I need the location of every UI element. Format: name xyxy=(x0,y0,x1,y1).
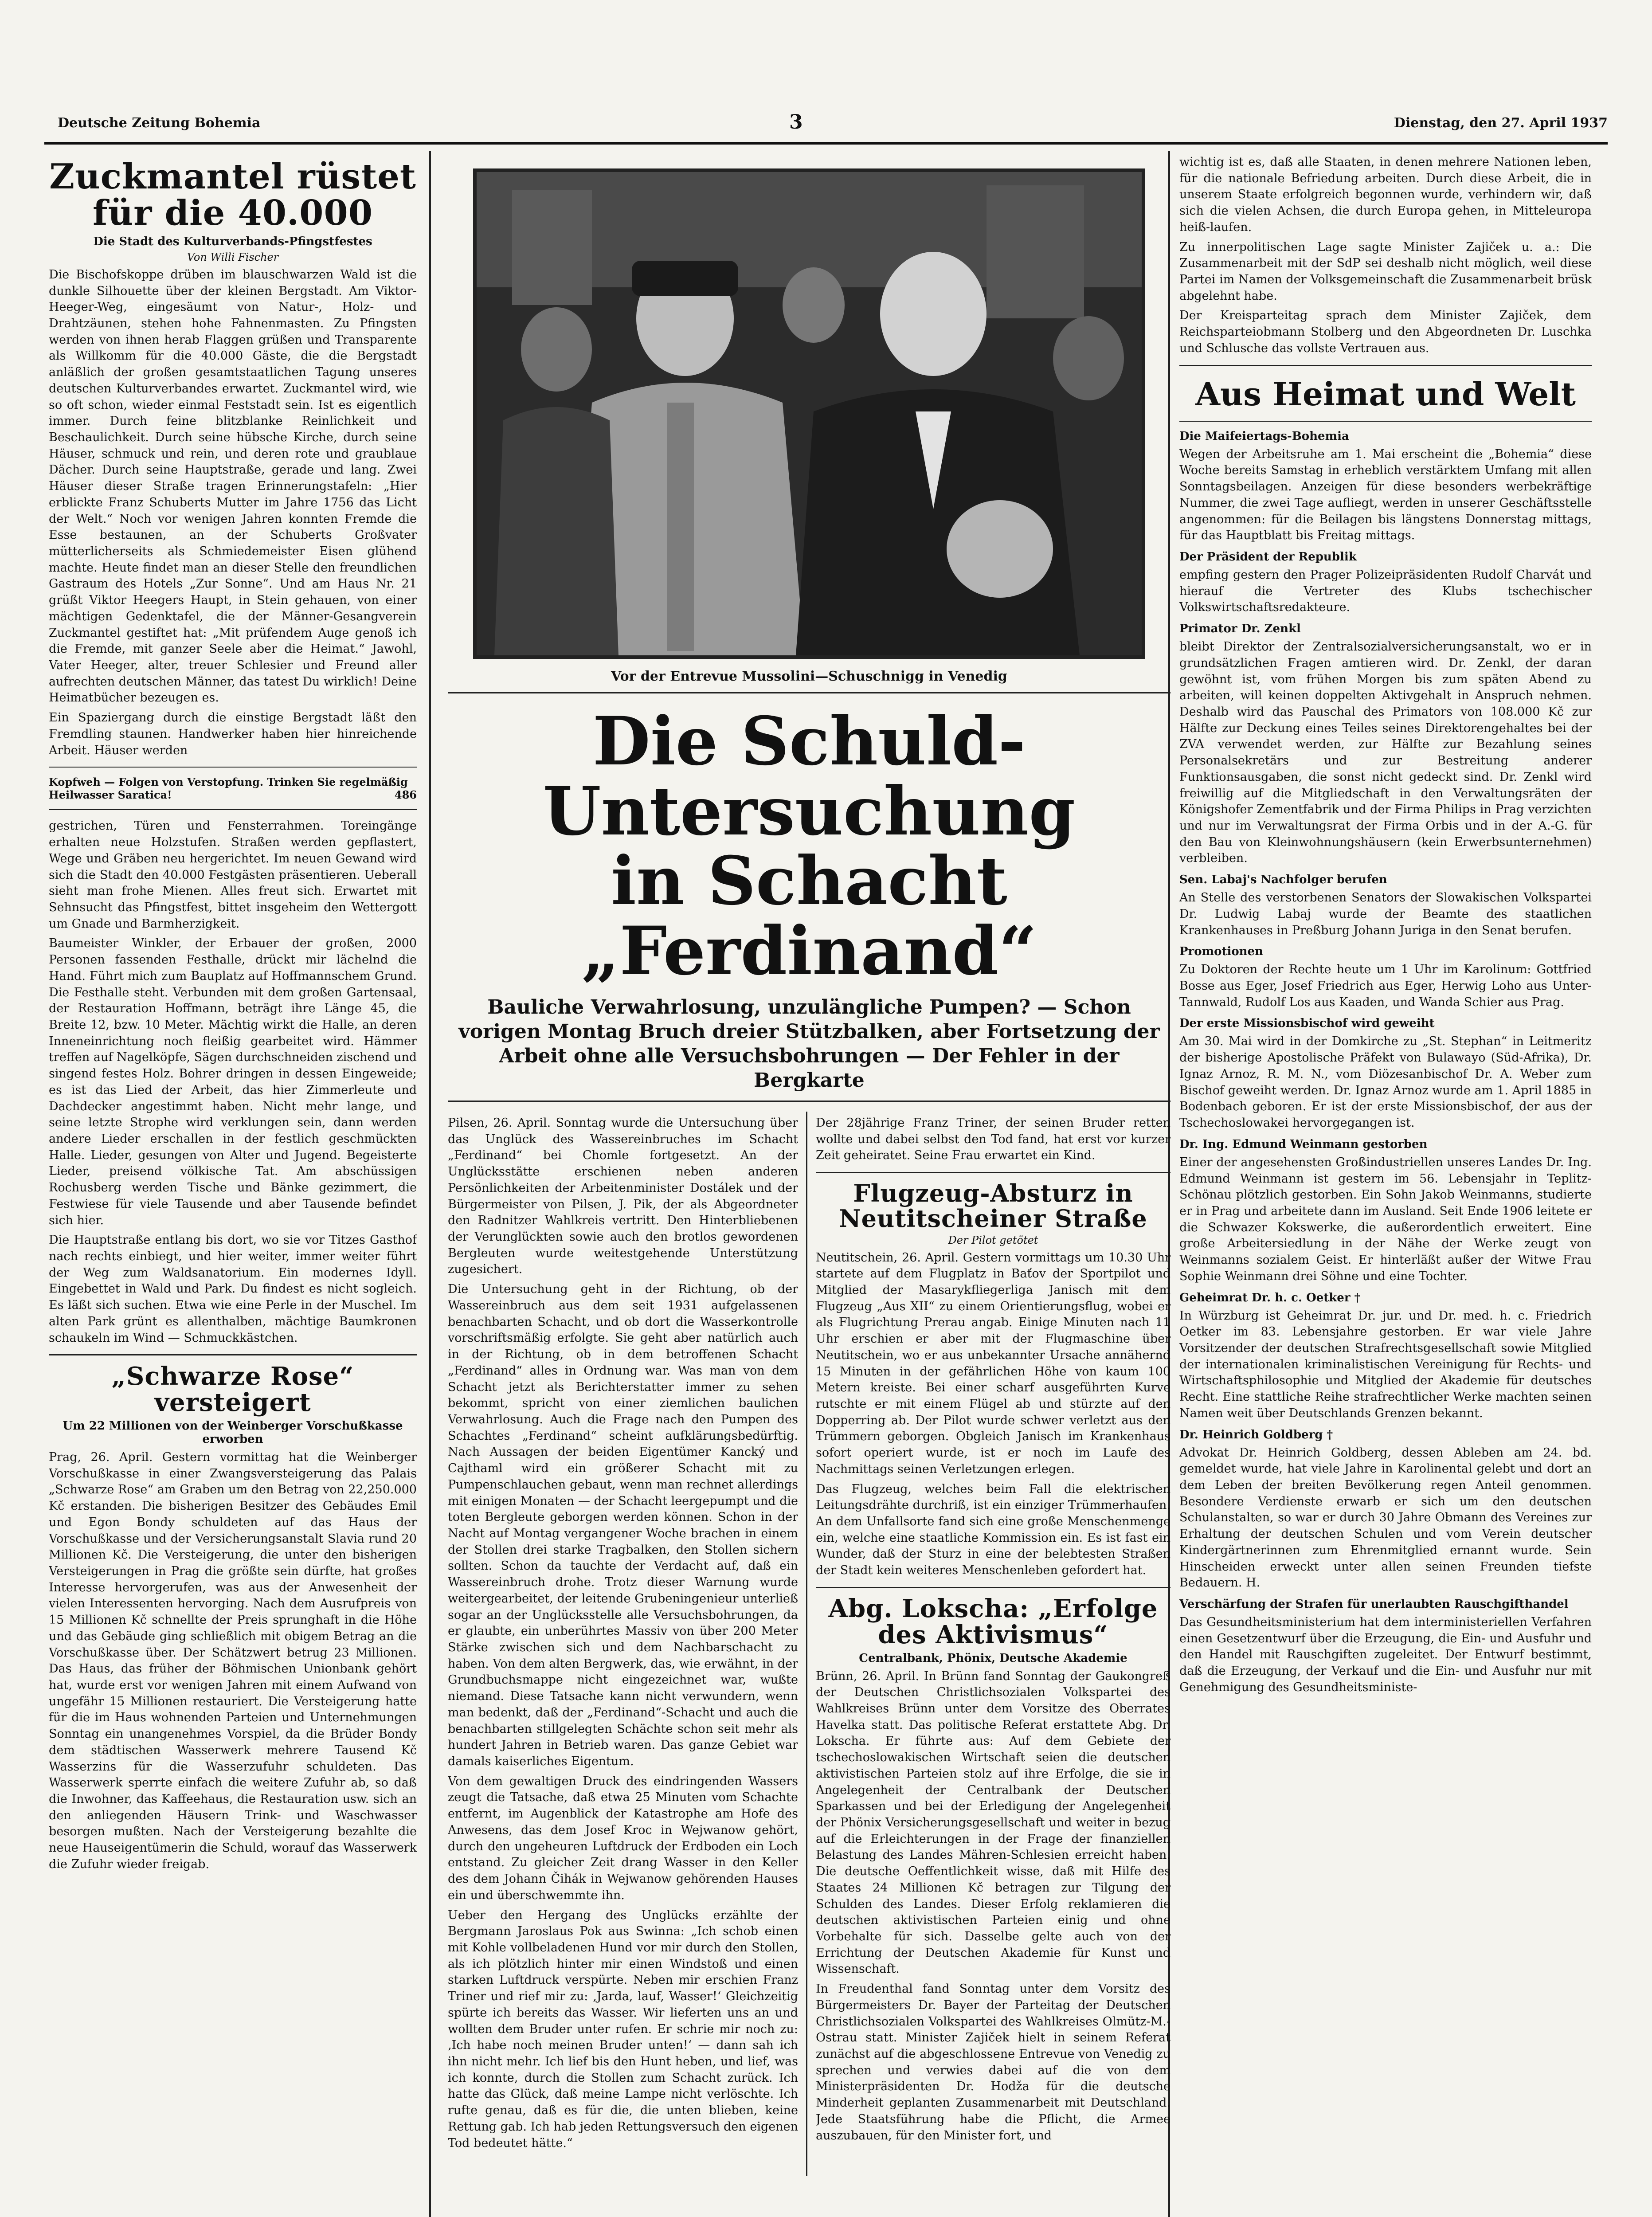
main-headline-line1: Die Schuld-Untersuchung xyxy=(543,702,1076,850)
divider xyxy=(448,1101,1170,1102)
left-column xyxy=(49,151,417,2217)
article-title-flugzeug: Flugzeug-Absturz in Neutitscheiner Straße xyxy=(839,1179,1147,1233)
section-heading: Aus Heimat und Welt xyxy=(1195,375,1576,413)
news-item-heading: Geheimrat Dr. h. c. Oetker † xyxy=(1179,1291,1361,1304)
photo-illustration xyxy=(477,172,1142,655)
main-deck: Bauliche Verwahrlosung, unzulängliche Pumpen? — Schon vorigen Montag Bruch dreier Stützbalken, aber Fortsetzung der Arbeit ohne alle Versuchsbohrungen — Der Fehler in der Bergkarte xyxy=(458,996,1160,1092)
article-paragraph: Das Flugzeug, welches beim Fall die elektrischen Leitungsdrähte durchriß, ist ein einziger Trümmerhaufen. An dem Unfallsorte fand sich eine große Menschenmenge ein, welche eine staatliche Kommission ein. Es ist fast ein Wunder, daß der Sturz in eine der belebtesten Straßen der Stadt kein weiteres Menschenleben gefordert hat. xyxy=(816,1482,1170,1578)
divider xyxy=(448,692,1170,693)
article-title-lokscha: Abg. Lokscha: „Erfolge des Aktivismus“ xyxy=(828,1594,1158,1649)
article-paragraph: Neutitschein, 26. April. Gestern vormittags um 10.30 Uhr startete auf dem Flugplatz in Baťov der Sportpilot und Mitglied der Masarykfliegerliga Janisch mit dem Flugzeug „Aus XII“ zu einem Orientierungsflug, wobei er als Flugrichtung Prerau angab. Einige Minuten nach 11 Uhr erschien er aber mit der Flugmaschine über Neutitschein, wo er aus unbekannter Ursache annähernd 15 Minuten in der gefährlichen Höhe von kaum 100 Metern kreiste. Bei einer scharf ausgeführten Kurve rutschte er mit einem Flügel ab und stürzte auf den Dopperring ab. Der Pilot wurde schwer verletzt aus den Trümmern geborgen. Obgleich Janisch im Krankenhaus sofort operiert wurde, ist er noch im Laufe des Nachmittags seinen Verletzungen erlegen. xyxy=(816,1250,1170,1476)
divider xyxy=(1179,365,1592,366)
news-item-heading: Promotionen xyxy=(1179,945,1264,959)
news-item-heading: Primator Dr. Zenkl xyxy=(1179,622,1301,636)
middle-subcolumn-a xyxy=(448,1112,798,2176)
middle-subcolumns xyxy=(448,1112,1170,2176)
divider xyxy=(1179,421,1592,422)
article-paragraph: Der 28jährige Franz Triner, der seinen Bruder retten wollte und dabei selbst den Tod fand, hat erst vor kurzer Zeit geheiratet. Seine Frau erwartet ein Kind. xyxy=(816,1116,1170,1163)
news-item-heading: Dr. Heinrich Goldberg † xyxy=(1179,1428,1333,1441)
ad-number: 486 xyxy=(394,788,417,802)
ad-text: Kopfweh — Folgen von Verstopfung. Trinken Sie regelmäßig Heilwasser Saratica! xyxy=(49,776,408,802)
article-paragraph: Zu innerpolitischen Lage sagte Minister Zajiček u. a.: Die Zusammenarbeit mit der SdP sei deshalb nicht möglich, weil diese Partei im Namen der Volksgemeinschaft die Zusammenarbeit brüsk abgelehnt habe. xyxy=(1179,240,1592,303)
article-paragraph: Die Hauptstraße entlang bis dort, wo sie vor Titzes Gasthof nach rechts einbiegt, und hier weiter, immer weiter führt der Weg zum Waldsanatorium. Ein modernes Idyll. Eingebettet in Wald und Park. Du findest es nicht sogleich. Es läßt sich suchen. Etwa wie eine Perle in der Muschel. Im alten Park grünt es allenthalben, mächtige Baumkronen schaukeln im Wind — Schmuckkästchen. xyxy=(49,1233,417,1345)
middle-column xyxy=(448,151,1170,2217)
right-column xyxy=(1179,151,1592,2217)
article-paragraph: Prag, 26. April. Gestern vormittag hat die Weinberger Vorschußkasse in einer Zwangsversteigerung das Palais „Schwarze Rose“ am Graben um den Betrag von 22,250.000 Kč erstanden. Die bisherigen Besitzer des Gebäudes Emil und Egon Bondy schuldeten auf das Haus der Vorschußkasse und der Versicherungsanstalt Slavia rund 20 Millionen Kč. Die Versteigerung, die unter den bisherigen Versteigerungen in Prag die größte sein dürfte, hat großes Interesse hervorgerufen, was aus der Anwesenheit der vielen Interessenten hervorging. Nach dem Ausrufpreis von 15 Millionen Kč schnellte der Preis sprunghaft in die Höhe und das Gebäude ging schließlich mit obigem Betrag an die Vorschußkasse über. Der Schätzwert betrug 23 Millionen. Das Haus, das früher der Böhmischen Unionbank gehört hat, wurde erst vor wenigen Jahren mit einem Aufwand von ungefähr 15 Millionen restauriert. Die Versteigerung hatte für die im Haus wohnenden Parteien und Unternehmungen Sonntag ein unangenehmes Vorspiel, da die Brüder Bondy dem städtischen Wasserwerk mehrere Tausend Kč Wasserzins für die Wasserzufuhr schuldeten. Das Wasserwerk sperrte einfach die weitere Zufuhr ab, so daß die Inwohner, das Kaffeehaus, die Restauration usw. sich an den anliegenden Häusern Trink- und Waschwasser besorgen mußten. Nach der Versteigerung bezahlte die neue Hauseigentümerin die Schuld, worauf das Wasserwerk die Zufuhr wieder freigab. xyxy=(49,1450,417,1871)
article-paragraph: Die Bischofskoppe drüben im blauschwarzen Wald ist die dunkle Silhouette über der kleinen Bergstadt. Am Viktor-Heeger-Weg, eingesäumt von Natur-, Holz- und Drahtzäunen, stehen hohe Fahnenmasten. Zu Pfingsten werden von ihnen herab Flaggen grüßen und Transparente als Willkomm für die 40.000 Gäste, die die Bergstadt anläßlich der großen gesamtstaatlichen Tagung unseres deutschen Kulturverbandes erwartet. Zuckmantel wird, wie so oft schon, wieder einmal Feststadt sein. Ist es eigentlich immer. Durch feine blitzblanke Reinlichkeit und Beschaulichkeit. Durch seine hübsche Kirche, durch seine Häuser, schmuck und rein, und deren rote und graublaue Dächer. Durch seine Hauptstraße, gerade und lang. Zwei Häuser dieser Straße tragen Erinnerungstafeln: „Hier erblickte Franz Schuberts Mutter im Jahre 1756 das Licht der Welt.“ Noch vor wenigen Jahren konnten Fremde die Esse bestaunen, an der Schuberts Großvater mütterlicherseits als Schmiedemeister Eisen glühend machte. Heute findet man an dieser Stelle den freundlichen Gastraum des Hotels „Zur Sonne“. Und am Haus Nr. 21 grüßt Viktor Heegers Haupt, in Stein gehauen, von einer mächtigen Gedenktafel, die der Männer-Gesangverein Zuckmantel gestiftet hat: „Mit prüfendem Auge genoß ich die Fremde, mit ganzer Seele aber die Heimat.“ Jawohl, Vater Heeger, alter, treuer Schlesier und Freund aller aufrechten deutschen Männer, das tatest Du wirklich! Deine Heimatbücher bezeugen es. xyxy=(49,267,417,705)
article-title-zuckmantel: Zuckmantel rüstet für die 40.000 xyxy=(49,157,416,233)
article-subtitle: Die Stadt des Kulturverbands-Pfingstfestes xyxy=(93,235,372,248)
masthead-title: Deutsche Zeitung Bohemia xyxy=(58,115,261,131)
divider xyxy=(816,1587,1170,1588)
divider xyxy=(49,1354,417,1355)
news-item-heading: Der erste Missionsbischof wird geweiht xyxy=(1179,1017,1435,1030)
news-item-text: Am 30. Mai wird in der Domkirche zu „St. Stephan“ in Leitmeritz der bisherige Apostolische Präfekt von Bulawayo (Süd-Afrika), Dr. Ignaz Arnoz, R. M. N., vom Diözesanbischof Dr. A. Weber zum Bischof geweiht werden. Dr. Ignaz Arnoz wurde am 1. April 1885 in Bodenbach geboren. Er ist der erste Missionsbischof, der aus der Tschechoslowakei hervorgegangen ist. xyxy=(1179,1034,1592,1130)
column-rule-1 xyxy=(429,151,431,2217)
article-paragraph: Baumeister Winkler, der Erbauer der großen, 2000 Personen fassenden Festhalle, drückt mir lächelnd die Hand. Führt mich zum Bauplatz auf Hoffmannschem Grund. Die Festhalle steht. Verbunden mit dem großen Gartensaal, der Restauration Hoffmann, beträgt ihre Länge 45, die Breite 12, bzw. 10 Meter. Mächtig wirkt die Halle, an deren Inneneinrichtung noch fleißig gearbeitet wird. Hämmer treffen auf Nagelköpfe, Sägen durchschneiden zischend und singend festes Holz. Bohrer dringen in dessen Eingeweide; es ist das Lied der Arbeit, das hier Zimmerleute und Dachdecker angestimmt haben. Nicht mehr lange, und seine letzte Strophe wird verklungen sein, dann werden andere Lieder erschallen in der festlich geschmückten Halle. Lieder, gesungen von Alter und Jugend. Begeisterte Lieder, preisend völkische Tat. Am abschüssigen Rochusberg werden Tische und Bänke gezimmert, die Festwiese für viele Tausende und aber Tausende befindet sich hier. xyxy=(49,936,417,1227)
masthead-date: Dienstag, den 27. April 1937 xyxy=(1394,115,1608,131)
article-paragraph: Von dem gewaltigen Druck des eindringenden Wassers zeugt die Tatsache, daß etwa 25 Minuten vom Schachte entfernt, im Augenblick der Katastrophe am Hofe des Anwesens, das dem Josef Kroc in Wejwanow gehört, durch den ungeheuren Luftdruck der Erdboden ein Loch entstand. Zu gleicher Zeit drang Wasser in den Keller des dem Johann Čihák in Wejwanow gehörenden Hauses ein und überschwemmte ihn. xyxy=(448,1774,798,1902)
masthead xyxy=(27,111,1625,142)
article-paragraph: Die Untersuchung geht in der Richtung, ob der Wassereinbruch aus dem seit 1931 aufgelassenen benachbarten Schacht, und ob dort die Wasserkontrolle vorschriftsmäßig erfolgte. Sie geht aber natürlich auch in der Richtung, ob in dem betroffenen Schacht „Ferdinand“ alles in Ordnung war. Was man von dem Schacht jetzt als Berichterstatter immer zu sehen bekommt, spricht von einer ziemlichen baulichen Verwahrlosung. Auch die Frage nach den Pumpen des Schachtes „Ferdinand“ scheint aufklärungsbedürftig. Nach Aussagen der beiden Eigentümer Kancký und Cajthaml wird ein größerer Schacht mit zu Pumpenschlauchen gebaut, wenn man rechnet allerdings mit einigen Monaten — der Schacht leergepumpt und die toten Bergleute geborgen werden können. Schon in der Nacht auf Montag vergangener Woche brachen in einem der Stollen drei starke Tragbalken, den Stollen sichern sollten. Schon da tauchte der Verdacht auf, daß ein Wassereinbruch drohe. Trotz dieser Warnung wurde weitergearbeitet, der leitende Grubeningenieur unterließ sogar an der Unglücksstelle alle Versuchsbohrungen, da er glaubte, ein unberührtes Massiv von über 200 Meter Stärke zwischen sich und dem Nachbarschacht zu haben. Von dem alten Bergwerk, das, wie erwähnt, in der Grundbuchsmappe nicht eingezeichnet war, wußte niemand. Diese Tatsache kann nicht verwundern, wenn man bedenkt, daß der „Ferdinand“-Schacht und auch die benachbarten stillgelegten Schächte schon seit mehr als hundert Jahren in Betrieb waren. Das ganze Gebiet war damals kaiserliches Eigentum. xyxy=(448,1282,798,1769)
subcolumn-rule xyxy=(806,1112,807,2176)
middle-subcolumn-b xyxy=(816,1112,1170,2176)
article-paragraph: gestrichen, Türen und Fensterrahmen. Toreingänge erhalten neue Holzstufen. Straßen werden gepflastert, Wege und Gräben neu hergerichtet. Im neuen Gewand wird sich die Stadt den 40.000 Festgästen präsentieren. Ueberall sieht man frohe Mienen. Alles freut sich. Erwartet mit Sehnsucht das Pfingstfest, bittet insgeheim den Wettergott um Gnade und Barmherzigkeit. xyxy=(49,819,417,931)
article-subtitle: Centralbank, Phönix, Deutsche Akademie xyxy=(859,1651,1127,1665)
news-item-heading: Sen. Labaj's Nachfolger berufen xyxy=(1179,873,1387,887)
news-item-text: bleibt Direktor der Zentralsozialversicherungsanstalt, wo er in grundsätzlichen Fragen amtieren wird. Dr. Zenkl, der daran gewöhnt ist, vom frühen Morgen bis zum späten Abend zu arbeiten, will keinen doppelten Aktivgehalt in Anspruch nehmen. Deshalb wird das Pauschal des Primators von 108.000 Kč zur Hälfte zur Deckung eines Teiles seines Direktorengehaltes bei der ZVA verwendet werden, zur Hälfte zur Bezahlung seines Personalsekretärs und zur Bestreitung anderer Funktionsausgaben, die sonst nicht gedeckt sind. Dr. Zenkl wird freiwillig auf die Mitgliedschaft in den Verwaltungsräten der Königshofer Zementfabrik und der Firma Philips in Prag verzichten und nur im Verwaltungsrat der Firma Orbis und in der A.-G. für den Bau von Kleinwohnungshäusern (kein Erwerbsunternehmen) verbleiben. xyxy=(1179,640,1592,866)
news-item-text: Advokat Dr. Heinrich Goldberg, dessen Ableben am 24. bd. gemeldet wurde, hat viele Jahre in Karolinental gelebt und dort an dem Leben der breiten Bevölkerung regen Anteil genommen. Besondere Verdienste erwarb er sich um den deutschen Schulanstalten, so war er durch 30 Jahre Obmann des Vereines zur Erhaltung der deutschen Schulen und vom Verein deutscher Kindergärtnerinnen zum Ehrenmitglied ernannt wurde. Sein Hinscheiden erweckt unter allen seinen Freunden tiefste Bedauern. H. xyxy=(1179,1445,1592,1590)
news-item-text: Wegen der Arbeitsruhe am 1. Mai erscheint die „Bohemia“ diese Woche bereits Samstag in erheblich verstärktem Umfang mit allen Sonntagsbeilagen. Anzeigen für diese besonders werbekräftige Nummer, die zwei Tage aufliegt, werden in unserer Geschäftsstelle angenommen: für die Beilagen bis längstens Donnerstag mittags, für das Hauptblatt bis Freitag mittags. xyxy=(1179,447,1592,543)
photo-caption: Vor der Entrevue Mussolini—Schuschnigg in Venedig xyxy=(611,669,1007,684)
news-item-text: Das Gesundheitsministerium hat dem interministeriellen Verfahren einen Gesetzentwurf über die Erzeugung, die Ein- und Ausfuhr und den Handel mit Rauschgiften zugeleitet. Der Entwurf bestimmt, daß die Erzeugung, der Verkauf und die Ein- und Ausfuhr nur mit Genehmigung des Gesundheitsministe- xyxy=(1179,1615,1592,1694)
news-item-text: Einer der angesehensten Großindustriellen unseres Landes Dr. Ing. Edmund Weinmann ist gestern im 56. Lebensjahr in Teplitz-Schönau plötzlich gestorben. Ein Sohn Jakob Weinmanns, studierte er in Prag und arbeitete dann im Ausland. Seit Ende 1906 leitete er die Schwazer Kokswerke, die außerordentlich erweitert. Eine große Arbeitersiedlung in der Nähe der Werke zeugt von Weinmanns sozialem Geist. Er hinterläßt außer der Witwe Frau Sophie Weinmann drei Söhne und eine Tochter. xyxy=(1179,1155,1592,1283)
news-photo xyxy=(473,168,1145,659)
news-item-text: empfing gestern den Prager Polizeipräsidenten Rudolf Charvát und hierauf die Vertreter des Klubs tschechischer Volkswirtschaftsredakteure. xyxy=(1179,568,1592,615)
article-paragraph: Brünn, 26. April. In Brünn fand Sonntag der Gaukongreß der Deutschen Christlichsozialen Volkspartei des Wahlkreises Brünn unter dem Vorsitze des Oberrates Havelka statt. Das politische Referat erstattete Abg. Dr. Lokscha. Er führte aus: Auf dem Gebiete der tschechoslowakischen Wirtschaft seien die deutschen aktivistischen Parteien stolz auf ihre Erfolge, die sie in Angelegenheit der Centralbank der Deutschen Sparkassen und bei der Erledigung der Angelegenheit der Phönix Versicherungsgesellschaft und weiter in bezug auf die Erleichterungen in der Frage der finanziellen Belastung des Landes Mähren-Schlesien erreicht haben. Die deutsche Oeffentlichkeit wisse, daß mit Hilfe des Staates 24 Millionen Kč betragen zur Tilgung der Schulden des Landes. Dieser Erfolg reklamieren die deutschen aktivistischen Parteien einig und ohne Vorbehalte für sich. Dasselbe gelte auch von der Errichtung der Deutschen Akademie für Kunst und Wissenschaft. xyxy=(816,1669,1170,1976)
news-items xyxy=(1179,430,1592,1696)
article-subtitle: Um 22 Millionen von der Weinberger Vorschußkasse erworben xyxy=(63,1419,403,1446)
article-subtitle: Der Pilot getötet xyxy=(948,1234,1038,1246)
news-item-heading: Dr. Ing. Edmund Weinmann gestorben xyxy=(1179,1137,1428,1151)
news-item-text: In Würzburg ist Geheimrat Dr. jur. und Dr. med. h. c. Friedrich Oetker im 83. Lebensjahre gestorben. Er war viele Jahre Vorsitzender der deutschen Strafrechtsgesellschaft sowie Mitglied der internationalen kriminalistischen Vereinigung für Rechts- und Wirtschaftsphilosophie und Mitglied der Akademie für deutsches Recht. Eine stattliche Reihe strafrechtlicher Werke machten seinen Namen weit über Deutschlands Grenzen bekannt. xyxy=(1179,1308,1592,1420)
article-paragraph: Pilsen, 26. April. Sonntag wurde die Untersuchung über das Unglück des Wassereinbruches im Schacht „Ferdinand“ bei Chomle fortgesetzt. An der Unglücksstätte erschienen neben anderen Persönlichkeiten der Arbeitenminister Dostálek und der Bürgermeister von Pilsen, J. Pik, der als Abgeordneter den Radnitzer Wahlkreis vertritt. Den Hinterbliebenen der Verunglückten sowie auch den brotlos gewordenen Bergleuten wurde weitestgehende Unterstützung zugesichert. xyxy=(448,1116,798,1277)
main-headline-line2: in Schacht „Ferdinand“ xyxy=(581,842,1037,990)
advertisement xyxy=(49,776,417,801)
news-item-text: Zu Doktoren der Rechte heute um 1 Uhr im Karolinum: Gottfried Bosse aus Eger, Josef Friedrich aus Eger, Herwig Loho aus Unter-Tannwald, Rudolf Los aus Kaaden, und Wanda Schier aus Prag. xyxy=(1179,963,1592,1009)
article-paragraph: Der Kreisparteitag sprach dem Minister Zajiček, dem Reichsparteiobmann Stolberg und den Abgeordneten Dr. Luschka und Schlusche das vollste Vertrauen aus. xyxy=(1179,309,1592,355)
page-number: 3 xyxy=(789,111,803,133)
article-paragraph: Ueber den Hergang des Unglücks erzählte der Bergmann Jaroslaus Pok aus Swinna: „Ich schob einen mit Kohle vollbeladenen Hund vor mir durch den Stollen, als ich plötzlich hinter mir einen Windstoß und einen starken Luftdruck verspürte. Neben mir erschien Franz Triner und rief mir zu: ‚Jarda, lauf, Wasser!‘ Gleichzeitig spürte ich bereits das Wasser. Wir lieferten uns an und wollten dem Bruder unter rufen. Er schrie mir noch zu: ‚Ich habe noch meinen Bruder unten!‘ — dann sah ich ihn nicht mehr. Ich lief bis den Hunt heben, und lief, was ich konnte, durch die Stollen zum Schacht zurück. Ich hatte das Glück, daß meine Lampe nicht verlöschte. Ich rufte genau, daß es für die, die unten blieben, keine Rettung gab. Ich hab jeden Rettungsversuch den eigenen Tod bedeutet hätte.“ xyxy=(448,1908,798,2150)
top-rule xyxy=(44,142,1608,145)
article-paragraph: Ein Spaziergang durch die einstige Bergstadt läßt den Fremdling staunen. Handwerker haben hier hinreichende Arbeit. Häuser werden xyxy=(49,711,417,757)
divider xyxy=(49,809,417,810)
article-paragraph: wichtig ist es, daß alle Staaten, in denen mehrere Nationen leben, für die nationale Befriedung arbeiten. Durch diese Arbeit, die in unserem Staate erfolgreich begonnen wurde, verhindern wir, daß sich die vielen Achsen, die durch Europa gehen, in Mitteleuropa heiß-laufen. xyxy=(1179,155,1592,234)
news-item-heading: Der Präsident der Republik xyxy=(1179,550,1357,564)
news-item-text: An Stelle des verstorbenen Senators der Slowakischen Volkspartei Dr. Ludwig Labaj wurde der Beamte des staatlichen Krankenhauses in Preßburg Johann Juriga in den Senat berufen. xyxy=(1179,891,1592,937)
article-byline: Von Willi Fischer xyxy=(187,251,279,263)
divider xyxy=(49,767,417,768)
divider xyxy=(816,1172,1170,1173)
article-paragraph: In Freudenthal fand Sonntag unter dem Vorsitz des Bürgermeisters Dr. Bayer der Parteitag der Deutschen Christlichsozialen Volkspartei des Wahlkreises Olmütz-M.-Ostrau statt. Minister Zajiček hielt in seinem Referat zunächst auf die abgeschlossene Entrevue von Venedig zu sprechen und verwies dabei auf die von dem Ministerpräsidenten Dr. Hodža für die deutsche Minderheit geplanten Zusammenarbeit mit Deutschland. Jede Staatsführung habe die Pflicht, die Armee auszubauen, für den Minister fort, und xyxy=(816,1982,1170,2143)
news-item-heading: Die Maifeiertags-Bohemia xyxy=(1179,429,1349,443)
article-title-schwarze-rose: „Schwarze Rose“ versteigert xyxy=(111,1362,354,1418)
news-item-heading: Verschärfung der Strafen für unerlaubten Rauschgifthandel xyxy=(1179,1598,1569,1611)
